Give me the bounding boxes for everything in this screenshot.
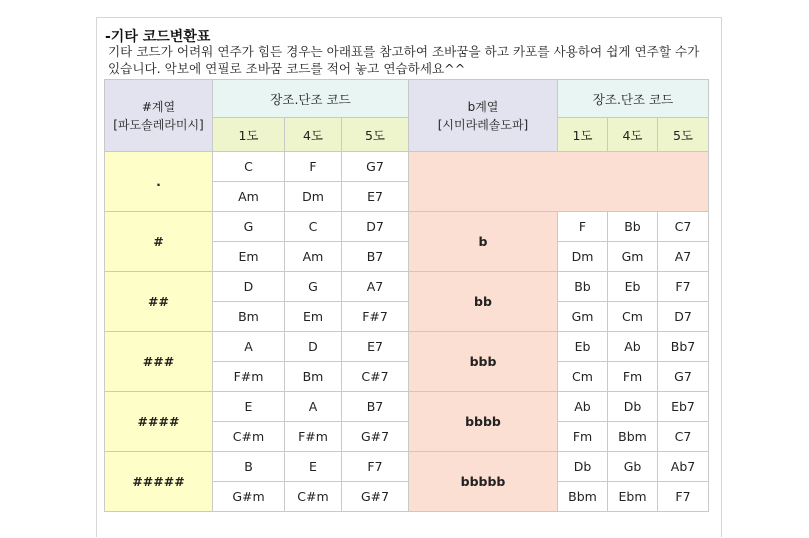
chord-cell: Dm bbox=[285, 182, 342, 212]
sharp-key-label: ##### bbox=[105, 452, 213, 512]
chord-cell: Bb bbox=[608, 212, 658, 242]
table-row bbox=[105, 392, 709, 422]
chord-cell: Bm bbox=[213, 302, 285, 332]
sharp-group-label: #계열 bbox=[141, 99, 176, 114]
chord-cell: E bbox=[285, 452, 342, 482]
chord-cell: Gb bbox=[608, 452, 658, 482]
sharp-key-label: ### bbox=[105, 332, 213, 392]
chord-cell: Eb bbox=[608, 272, 658, 302]
chord-cell: F#m bbox=[213, 362, 285, 392]
chord-cell: G7 bbox=[658, 362, 709, 392]
chord-cell: D7 bbox=[342, 212, 409, 242]
chord-cell: D bbox=[213, 272, 285, 302]
table-row bbox=[105, 452, 709, 482]
degree-header: 5도 bbox=[342, 118, 409, 152]
degree-header: 1도 bbox=[558, 118, 608, 152]
sharp-key-label: #### bbox=[105, 392, 213, 452]
sharp-key-label: ## bbox=[105, 272, 213, 332]
chord-cell: C bbox=[285, 212, 342, 242]
chord-cell: C7 bbox=[658, 212, 709, 242]
chord-cell: B7 bbox=[342, 392, 409, 422]
chord-cell: A7 bbox=[658, 242, 709, 272]
sharp-series-header bbox=[105, 80, 213, 152]
chord-cell: C#m bbox=[285, 482, 342, 512]
chord-cell: F bbox=[558, 212, 608, 242]
degree-header: 1도 bbox=[213, 118, 285, 152]
table-row bbox=[105, 152, 709, 182]
table-row bbox=[105, 212, 709, 242]
chord-cell: Bb bbox=[558, 272, 608, 302]
sharp-major-minor-header: 장조.단조 코드 bbox=[213, 80, 409, 118]
degree-header: 4도 bbox=[285, 118, 342, 152]
degree-header: 5도 bbox=[658, 118, 709, 152]
chord-cell: C bbox=[213, 152, 285, 182]
chord-cell: Ebm bbox=[608, 482, 658, 512]
page-title: -기타 코드변환표 bbox=[105, 29, 211, 45]
chord-cell: F#7 bbox=[342, 302, 409, 332]
chord-cell: Am bbox=[213, 182, 285, 212]
flat-key-label: bbbb bbox=[409, 392, 558, 452]
sharp-notes-label: [파도솔레라미시] bbox=[113, 117, 204, 132]
chord-cell: F#m bbox=[285, 422, 342, 452]
chord-cell: A7 bbox=[342, 272, 409, 302]
flat-empty-cell bbox=[409, 152, 709, 212]
table-row bbox=[105, 272, 709, 302]
chord-cell: Cm bbox=[608, 302, 658, 332]
chord-cell: Em bbox=[213, 242, 285, 272]
chord-cell: Dm bbox=[558, 242, 608, 272]
chord-cell: Ab bbox=[608, 332, 658, 362]
flat-group-label: b계열 bbox=[467, 99, 499, 114]
flat-major-minor-header: 장조.단조 코드 bbox=[558, 80, 709, 118]
chord-cell: Cm bbox=[558, 362, 608, 392]
chord-cell: G#7 bbox=[342, 422, 409, 452]
flat-key-label: bb bbox=[409, 272, 558, 332]
chord-cell: F7 bbox=[658, 482, 709, 512]
chord-cell: C7 bbox=[658, 422, 709, 452]
flat-key-label: bbbbb bbox=[409, 452, 558, 512]
chord-cell: E7 bbox=[342, 182, 409, 212]
table-row bbox=[105, 332, 709, 362]
chord-cell: Eb bbox=[558, 332, 608, 362]
chord-cell: Bb7 bbox=[658, 332, 709, 362]
chord-cell: Ab7 bbox=[658, 452, 709, 482]
chord-cell: Bbm bbox=[558, 482, 608, 512]
chord-cell: Em bbox=[285, 302, 342, 332]
chord-cell: G bbox=[285, 272, 342, 302]
chord-cell: F bbox=[285, 152, 342, 182]
flat-notes-label: [시미라레솔도파] bbox=[437, 117, 529, 132]
chord-cell: E bbox=[213, 392, 285, 422]
chord-cell: Eb7 bbox=[658, 392, 709, 422]
chord-cell: G#m bbox=[213, 482, 285, 512]
flat-key-label: b bbox=[409, 212, 558, 272]
flat-key-label: bbb bbox=[409, 332, 558, 392]
chord-cell: G7 bbox=[342, 152, 409, 182]
chord-cell: C#m bbox=[213, 422, 285, 452]
chord-cell: D7 bbox=[658, 302, 709, 332]
sharp-key-label: # bbox=[105, 212, 213, 272]
chord-cell: B7 bbox=[342, 242, 409, 272]
degree-header: 4도 bbox=[608, 118, 658, 152]
chord-cell: Fm bbox=[608, 362, 658, 392]
chord-cell: B bbox=[213, 452, 285, 482]
chord-cell: G#7 bbox=[342, 482, 409, 512]
chord-cell: G bbox=[213, 212, 285, 242]
chord-cell: C#7 bbox=[342, 362, 409, 392]
chord-cell: D bbox=[285, 332, 342, 362]
chord-cell: Am bbox=[285, 242, 342, 272]
chord-cell: A bbox=[285, 392, 342, 422]
sharp-key-label: . bbox=[105, 152, 213, 212]
chord-cell: Gm bbox=[558, 302, 608, 332]
chord-cell: Fm bbox=[558, 422, 608, 452]
chord-cell: F7 bbox=[342, 452, 409, 482]
description: 기타 코드가 어려워 연주가 힘든 경우는 아래표를 참고하여 조바꿈을 하고 카포를 사용하여 쉽게 연주할 수가 있습니다. 악보에 연필로 조바꿈 코드를 적어 놓고 연습하세요^^ bbox=[108, 44, 700, 76]
chord-cell: E7 bbox=[342, 332, 409, 362]
chord-cell: Bbm bbox=[608, 422, 658, 452]
flat-series-header bbox=[409, 80, 558, 152]
chord-cell: Db bbox=[608, 392, 658, 422]
chord-cell: Gm bbox=[608, 242, 658, 272]
chord-cell: Db bbox=[558, 452, 608, 482]
chord-cell: Ab bbox=[558, 392, 608, 422]
chord-cell: Bm bbox=[285, 362, 342, 392]
chord-cell: A bbox=[213, 332, 285, 362]
chord-table bbox=[104, 79, 709, 512]
chord-cell: F7 bbox=[658, 272, 709, 302]
